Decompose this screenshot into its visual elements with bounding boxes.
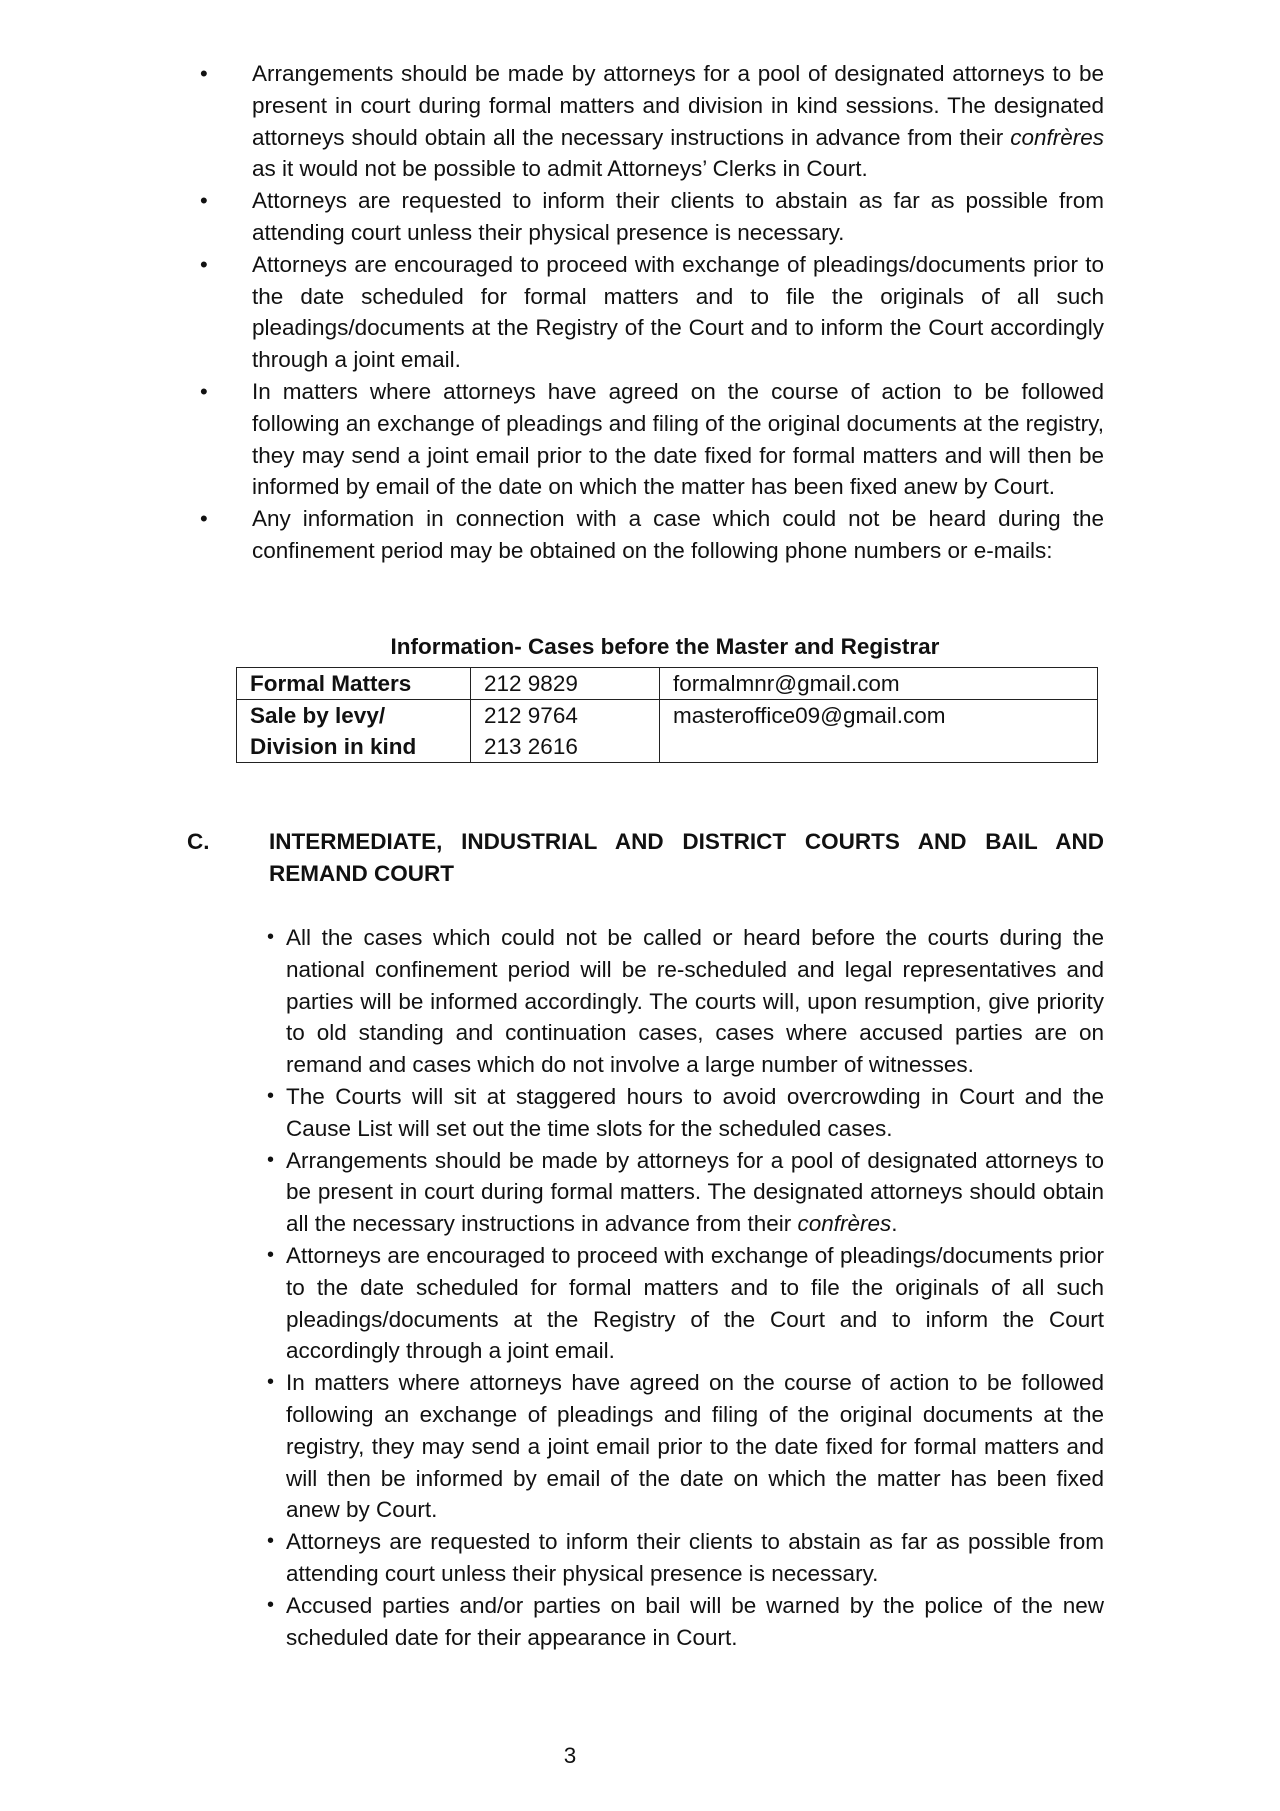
list-item (267, 1145, 1104, 1240)
list-item (200, 503, 1104, 567)
contact-info-table (236, 667, 1098, 763)
list-item-text: Attorneys are requested to inform their clients to abstain as far as possible from attending court unless their physical presence is necessary. (286, 1529, 1104, 1586)
email-link[interactable]: formalmnr@gmail.com (673, 671, 900, 696)
section-letter: C. (187, 829, 210, 854)
list-item-text: In matters where attorneys have agreed on the course of action to be followed following an exchange of pleadings and filing of the original documents at the registry, they may send a joint email prior to the date fixed for formal matters and will then be informed by email of the date on which the matter has been fixed anew by Court. (286, 1370, 1104, 1523)
table-cell-phone: 212 9829 (471, 668, 660, 700)
bullet-icon: • (200, 188, 208, 214)
list-item (267, 922, 1104, 1081)
emphasis-text: confrères (1010, 124, 1104, 150)
list-item (200, 58, 1104, 185)
bullet-icon: • (267, 926, 275, 948)
list-item-text: Arrangements should be made by attorneys for a pool of designated attorneys to be present in court during formal matters and division in kind sessions. The designated attorneys should obtain all the necessary instructions in advance from their (252, 61, 1104, 150)
section-c-bullet-list (267, 922, 1104, 1653)
bullet-icon: • (200, 506, 208, 532)
list-item (200, 376, 1104, 503)
list-item-text: Attorneys are requested to inform their clients to abstain as far as possible from attending court unless their physical presence is necessary. (252, 188, 1104, 245)
bullet-icon: • (200, 378, 208, 404)
list-item-text: The Courts will sit at staggered hours to avoid overcrowding in Court and the Cause List will set out the time slots for the scheduled cases. (286, 1083, 1104, 1141)
table-cell-label: Formal Matters (237, 668, 471, 700)
list-item (200, 249, 1104, 376)
table-cell-email[interactable] (660, 700, 1098, 763)
table-cell-email[interactable] (660, 668, 1098, 700)
bullet-icon: • (267, 1530, 275, 1553)
emphasis-text: confrères (797, 1211, 892, 1237)
list-item-text-tail: as it would not be possible to admit Attorneys’ Clerks in Court. (252, 156, 868, 182)
bullet-icon: • (200, 251, 208, 277)
list-item-text-tail: . (891, 1211, 898, 1237)
list-item-text: Any information in connection with a case which could not be heard during the confinement period may be obtained on the following phone numbers or e-mails: (252, 506, 1104, 563)
list-item (267, 1240, 1104, 1367)
bullet-icon: • (267, 1084, 275, 1107)
table-row (237, 668, 1098, 700)
table-caption: Information- Cases before the Master and Registrar (390, 634, 940, 659)
list-item-text: All the cases which could not be called or heard before the courts during the national confinement period will be re-scheduled and legal representatives and parties will be informed accordingly. The courts will, upon resumption, give priority to old standing and continuation cases, cases where accused parties are on remand and cases which do not involve a large number of witnesses. (286, 925, 1104, 1078)
list-item-text: Arrangements should be made by attorneys for a pool of designated attorneys to be present in court during formal matters. The designated attorneys should obtain all the necessary instructions in advance from their (286, 1147, 1104, 1237)
section-heading: INTERMEDIATE, INDUSTRIAL AND DISTRICT COURTS AND BAIL AND REMAND COURT (269, 829, 1104, 886)
table-cell-phone: 212 9764 213 2616 (471, 700, 660, 763)
list-item (267, 1590, 1104, 1654)
list-item-text: Attorneys are encouraged to proceed with exchange of pleadings/documents prior to the date scheduled for formal matters and to file the originals of all such pleadings/documents at the Registry of the Court and to inform the Court accordingly through a joint email. (286, 1242, 1104, 1364)
list-item-text: In matters where attorneys have agreed on the course of action to be followed following an exchange of pleadings and filing of the original documents at the registry, they may send a joint email prior to the date fixed for formal matters and will then be informed by email of the date on which the matter has been fixed anew by Court. (252, 378, 1104, 500)
email-link[interactable]: masteroffice09@gmail.com (673, 703, 946, 728)
page-number: 3 (563, 1743, 577, 1768)
bullet-icon: • (267, 1371, 275, 1394)
list-item (200, 185, 1104, 249)
bullet-icon: • (267, 1243, 275, 1266)
list-item (267, 1367, 1104, 1526)
list-item-text: Accused parties and/or parties on bail will be warned by the police of the new scheduled date for their appearance in Court. (286, 1592, 1104, 1650)
list-item (267, 1526, 1104, 1590)
bullet-icon: • (200, 61, 208, 86)
bullet-icon: • (267, 1148, 275, 1171)
bullet-icon: • (267, 1593, 275, 1616)
table-row (237, 700, 1098, 763)
table-cell-label: Sale by levy/ Division in kind (237, 700, 471, 763)
intro-bullet-list (200, 58, 1104, 567)
list-item-text: Attorneys are encouraged to proceed with exchange of pleadings/documents prior to the date scheduled for formal matters and to file the originals of all such pleadings/documents at the Registry of the Court and to inform the Court accordingly through a joint email. (252, 251, 1104, 373)
list-item (267, 1081, 1104, 1145)
